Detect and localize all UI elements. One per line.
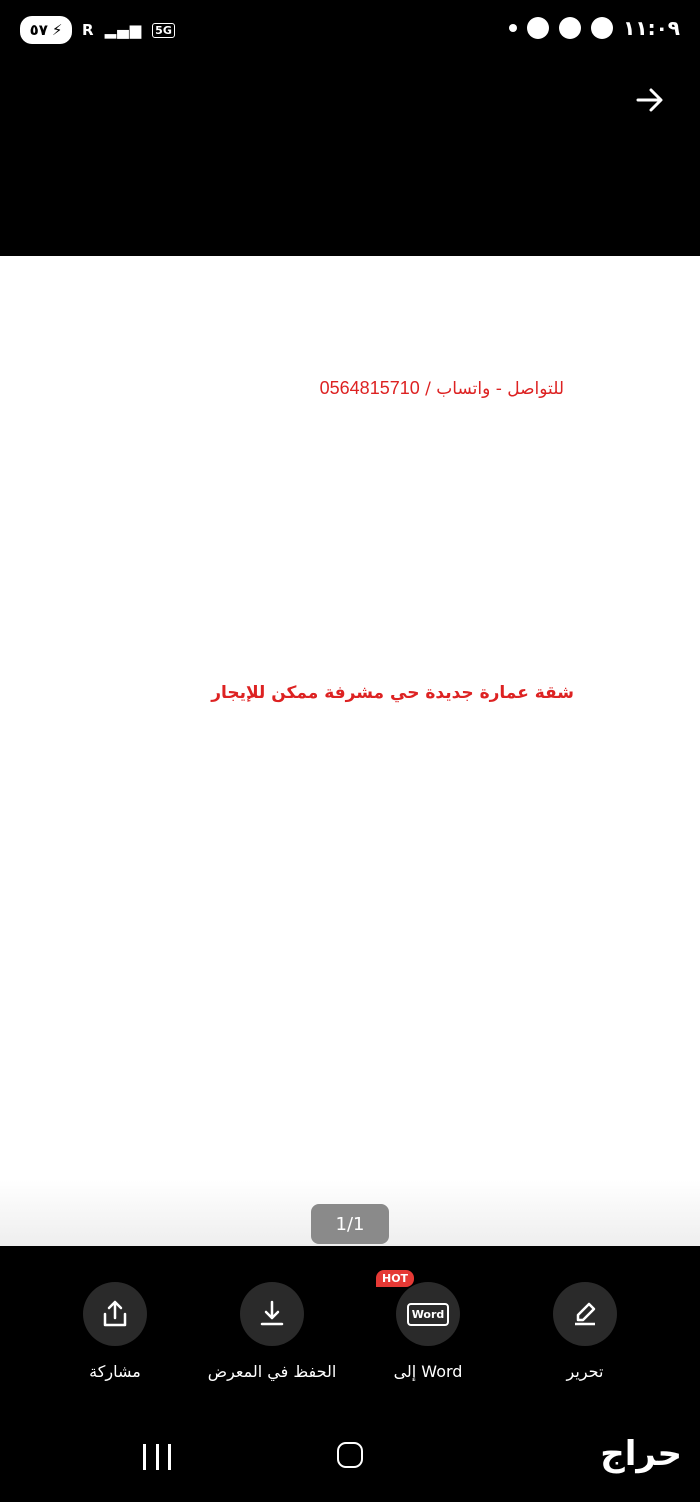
item-price: 1000 ريال xyxy=(208,545,270,560)
item-description: ثلاجة 16 قدم xyxy=(489,526,564,541)
item-price: 500 ريال xyxy=(216,452,270,467)
edit-button[interactable] xyxy=(510,1282,660,1381)
download-icon xyxy=(240,1282,304,1346)
item-price: 250 ريال xyxy=(216,638,270,653)
bullet-dash: - xyxy=(572,452,578,467)
item-price: 250 ريال xyxy=(216,489,270,504)
bullet-dash: - xyxy=(572,619,578,634)
to-word-label: إلى Word xyxy=(393,1362,463,1381)
recent-apps-icon[interactable] xyxy=(143,1444,171,1470)
items-list xyxy=(177,413,613,673)
item-description: جزامة خشب + طاولة بلازما xyxy=(408,619,564,634)
bullet-dash: - xyxy=(572,508,578,523)
share-icon xyxy=(83,1282,147,1346)
item-row xyxy=(190,562,580,581)
bullet-dash: - xyxy=(572,471,578,486)
item-price: 250 ريال xyxy=(216,471,270,486)
navigation-bar xyxy=(0,1416,700,1502)
contact-number: 0564815710 xyxy=(319,378,420,398)
document-title: عفش شقة كامل للبيع xyxy=(240,338,460,362)
edit-icon xyxy=(553,1282,617,1346)
edit-label: تحرير xyxy=(566,1362,604,1381)
bullet-dash: - xyxy=(572,564,578,579)
word-icon-text: Word xyxy=(407,1303,450,1326)
to-word-button[interactable] xyxy=(353,1272,503,1381)
bullet-dash: - xyxy=(572,638,578,653)
item-row xyxy=(190,618,580,637)
battery-bolt-icon: ⚡ xyxy=(51,21,63,39)
save-gallery-label: الحفظ في المعرض xyxy=(207,1362,337,1381)
item-description: طاولة طعام + 6 كرسي خشب xyxy=(393,489,564,504)
item-row xyxy=(190,487,580,506)
item-price: 400 ريال xyxy=(216,526,270,541)
notification-dot-icon xyxy=(509,24,517,32)
item-row xyxy=(190,506,580,525)
item-row xyxy=(190,655,580,674)
haraj-watermark: حراج xyxy=(600,1434,682,1474)
item-row xyxy=(190,525,580,544)
item-description: مجلس ارضي 3.5 * 4 متر + طاولات + ستارة + سجادة xyxy=(257,433,566,448)
battery-indicator xyxy=(20,16,72,44)
bullet-dash: - xyxy=(572,415,578,430)
rental-note: شقة عمارة جديدة حي مشرفة ممكن للإيجار xyxy=(211,683,574,703)
item-price: 1000 ريال xyxy=(193,433,256,448)
bottom-toolbar xyxy=(0,1246,700,1416)
bullet-dash: - xyxy=(572,526,578,541)
page-indicator: 1/1 xyxy=(311,1204,389,1244)
item-price: 450 ريال للواحد xyxy=(177,582,270,597)
item-price: 300 ريال xyxy=(216,508,270,523)
item-description: بوتاجاز 5 شعلة + امبوبة الغاز xyxy=(397,657,564,672)
bullet-dash: - xyxy=(573,433,579,448)
item-price: 250 ريال xyxy=(216,619,270,634)
item-description: شاشة 42 بوصة + ريسيفر اشتراك 5 سنوات xyxy=(315,638,564,653)
item-price: 450 ريال xyxy=(216,657,270,672)
share-button[interactable] xyxy=(40,1282,190,1381)
signal-bars-icon: ▂▄▆ xyxy=(104,21,143,39)
item-row xyxy=(190,599,580,618)
bullet-dash: - xyxy=(572,601,578,616)
network-type: 5G xyxy=(152,23,175,38)
bullet-dash: - xyxy=(572,657,578,672)
item-row xyxy=(190,450,580,469)
status-left xyxy=(20,16,175,44)
item-row xyxy=(177,580,613,599)
forward-arrow-icon[interactable] xyxy=(634,84,666,116)
battery-level: ٥٧ xyxy=(29,21,48,39)
word-icon xyxy=(382,1272,460,1346)
signal-roaming: R xyxy=(82,21,95,39)
status-bar xyxy=(0,0,700,62)
item-description: طقم كنب 1 كبير + 1 صغير + 2 كرسي + طاولات xyxy=(283,452,564,467)
bullet-dash: - xyxy=(572,545,578,560)
whatsapp-icon xyxy=(527,17,549,39)
bullet-dash: - xyxy=(572,489,578,504)
contact-prefix: للتواصل - واتساب / xyxy=(425,379,564,399)
facebook-icon xyxy=(591,17,613,39)
item-row xyxy=(190,432,580,451)
item-row xyxy=(190,636,580,655)
item-description: ديب فريزر 140 لتر xyxy=(456,564,564,579)
bullet-dash: - xyxy=(607,582,613,597)
contact-line xyxy=(320,378,564,399)
item-row xyxy=(190,469,580,488)
hot-badge: HOT xyxy=(376,1270,414,1287)
home-icon[interactable] xyxy=(337,1442,363,1468)
item-description: غسالة فول اتوماتيك جديدة داخل الضمان ميديا xyxy=(303,545,564,560)
save-gallery-button[interactable] xyxy=(197,1282,347,1381)
item-price: 100 ريال xyxy=(216,601,270,616)
share-label: مشاركة xyxy=(89,1362,141,1381)
clock: ١١:٠٩ xyxy=(623,16,680,40)
document-page xyxy=(0,256,700,1246)
item-row xyxy=(190,413,580,432)
status-right xyxy=(509,16,680,40)
item-description: ثلاجة مياه + 4 قارورة مياه xyxy=(413,601,564,616)
item-price: 250 ريال xyxy=(216,564,270,579)
item-description: عدد 3 مكيف 1.5 طن + 1 مكيف 2 طن + 1 مكيف اسبيليت xyxy=(272,582,602,597)
item-row xyxy=(190,543,580,562)
snapchat-icon xyxy=(559,17,581,39)
item-price: 700 ريال xyxy=(216,415,270,430)
item-description: غرفة نوم كاملة بالمرتبة xyxy=(428,415,564,430)
item-description: مطبخ 3*3 متر 4 قطع xyxy=(441,508,564,523)
item-description: سرير كبير بالمرتبة + سرير فردي بالمرتبة xyxy=(328,471,564,486)
